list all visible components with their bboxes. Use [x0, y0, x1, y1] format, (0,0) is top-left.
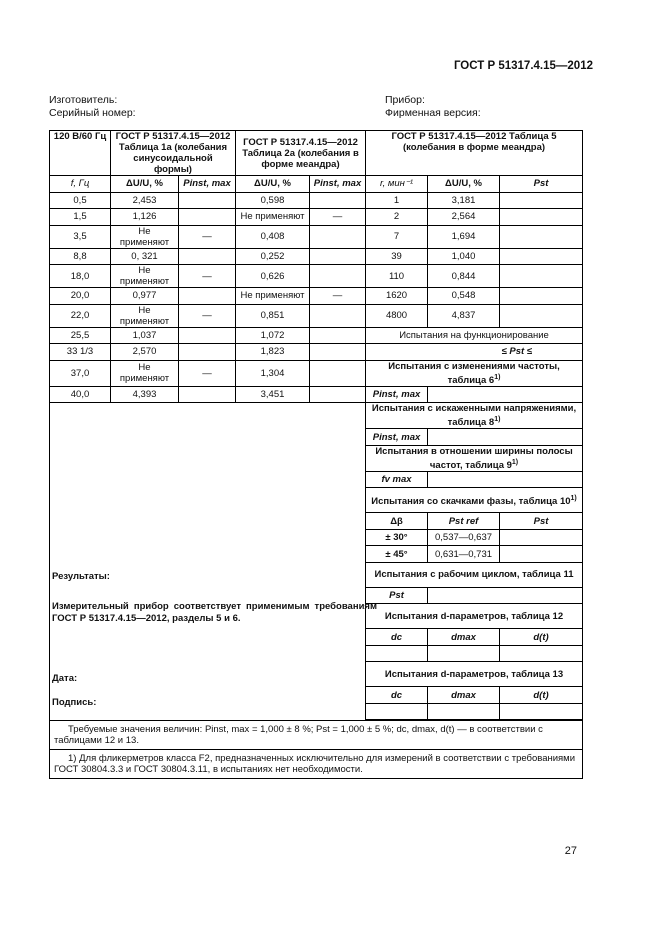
meta-right — [385, 94, 481, 120]
table-row — [50, 192, 583, 209]
cell — [310, 344, 366, 361]
cell: 0,844 — [428, 265, 500, 288]
cell — [366, 645, 428, 662]
cell: 4,393 — [111, 386, 179, 403]
cell — [428, 587, 583, 604]
header-table-1a: ГОСТ Р 51317.4.15—2012 Таблица 1а (колебания синусоидальной формы) — [111, 131, 236, 176]
cell: 0,851 — [236, 304, 310, 327]
results-text: Измерительный прибор соответствует применимым требованиям ГОСТ Р 51317.4.15—2012, разделы 5 и 6. — [52, 601, 377, 625]
pinst-max-label: Pinst, max — [366, 386, 428, 403]
cell: ± 45° — [366, 546, 428, 563]
subheader-pinst-1: Pinst, max — [179, 176, 236, 193]
dbeta-label: Δβ — [366, 513, 428, 530]
header-freq: 120 В/60 Гц — [50, 131, 111, 176]
cell: Не применяют — [111, 265, 179, 288]
cell: 3,5 — [50, 225, 111, 248]
cell — [500, 546, 583, 563]
cell: — — [179, 225, 236, 248]
cell — [179, 327, 236, 344]
cell: 0,977 — [111, 288, 179, 305]
cell: Не применяют — [236, 288, 310, 305]
table-row — [50, 304, 583, 327]
cell — [428, 703, 500, 720]
cell — [500, 645, 583, 662]
cell: 0, 321 — [111, 248, 179, 265]
cell — [310, 192, 366, 209]
cell: 18,0 — [50, 265, 111, 288]
pinst-max-label: Pinst, max — [366, 429, 428, 446]
cell: 33 1/3 — [50, 344, 111, 361]
table-row — [50, 403, 583, 429]
cell: 0,626 — [236, 265, 310, 288]
table-row — [50, 344, 583, 361]
cell — [500, 529, 583, 546]
subheader-r: r, мин⁻¹ — [366, 176, 428, 193]
cell: 1,694 — [428, 225, 500, 248]
phase-jump-test: Испытания со скачками фазы, таблица 10$^{1)}$ — [366, 488, 583, 513]
table-row — [50, 288, 583, 305]
cell: — — [310, 288, 366, 305]
cell: Не применяют — [236, 209, 310, 226]
cell — [310, 265, 366, 288]
table-row — [50, 327, 583, 344]
cell: 22,0 — [50, 304, 111, 327]
cell: Не применяют — [111, 360, 179, 386]
cell: ± 30° — [366, 529, 428, 546]
table-row — [50, 386, 583, 403]
footer-row — [50, 721, 583, 750]
cell: 2 — [366, 209, 428, 226]
table-row — [50, 225, 583, 248]
cell — [500, 209, 583, 226]
page-number: 27 — [564, 845, 577, 857]
header-table-2a: ГОСТ Р 51317.4.15—2012 Таблица 2а (колебания в форме меандра) — [236, 131, 366, 176]
cell: — — [179, 360, 236, 386]
footnote-row — [50, 750, 583, 779]
freq-change-test: Испытания с изменениями частоты, таблица 6$^{1)}$ — [366, 360, 583, 386]
pst-ref-label: Pst ref — [428, 513, 500, 530]
fv-max-label: fv max — [366, 471, 428, 488]
cell — [179, 248, 236, 265]
manufacturer-label: Изготовитель: — [49, 94, 118, 106]
dmax-label: dmax — [428, 629, 500, 646]
device-label: Прибор: — [385, 94, 425, 106]
subheader-du-2: ΔU/U, % — [236, 176, 310, 193]
cell — [500, 288, 583, 305]
cell: 8,8 — [50, 248, 111, 265]
cell: 1 — [366, 192, 428, 209]
cell — [500, 304, 583, 327]
subheader-pinst-2: Pinst, max — [310, 176, 366, 193]
distorted-test: Испытания с искаженными напряжениями, таблица 8$^{1)}$ — [366, 403, 583, 429]
cell: 1,304 — [236, 360, 310, 386]
cell — [179, 386, 236, 403]
cell — [428, 471, 583, 488]
cell — [179, 344, 236, 361]
cell: 1,040 — [428, 248, 500, 265]
cell — [310, 327, 366, 344]
cell: — — [310, 209, 366, 226]
cell: Не применяют — [111, 304, 179, 327]
d-params-13-test: Испытания d-параметров, таблица 13 — [366, 662, 583, 687]
subheader-row — [50, 176, 583, 193]
header-table-5: ГОСТ Р 51317.4.15—2012 Таблица 5 (колебания в форме меандра) — [366, 131, 583, 176]
cell: — — [179, 304, 236, 327]
footnote: 1) Для фликерметров класса F2, предназначенных исключительно для измерений в соответствии с требованиями ГОСТ 30804.3.3 и ГОСТ 30804.3.11, в испытаниях нет необходимости. — [50, 750, 583, 779]
functional-test-range: ≤ Pst ≤ — [500, 344, 583, 361]
d-params-12-test: Испытания d-параметров, таблица 12 — [366, 604, 583, 629]
cell: 1,072 — [236, 327, 310, 344]
cell — [179, 192, 236, 209]
subheader-du-1: ΔU/U, % — [111, 176, 179, 193]
cell: 1,823 — [236, 344, 310, 361]
cell — [366, 344, 500, 361]
cell — [500, 192, 583, 209]
dc-label: dc — [366, 629, 428, 646]
cell: 0,5 — [50, 192, 111, 209]
table-row — [50, 360, 583, 386]
cell: 0,537—0,637 — [428, 529, 500, 546]
cell: 40,0 — [50, 386, 111, 403]
cell: 3,181 — [428, 192, 500, 209]
pst-label: Pst — [500, 513, 583, 530]
cell: 2,564 — [428, 209, 500, 226]
cell: 7 — [366, 225, 428, 248]
cell: 4,837 — [428, 304, 500, 327]
test-results-table — [49, 130, 583, 779]
meta-left — [49, 94, 136, 120]
cell — [428, 429, 583, 446]
cell: Не применяют — [111, 225, 179, 248]
cell: 2,570 — [111, 344, 179, 361]
cell: 37,0 — [50, 360, 111, 386]
cell: 1,037 — [111, 327, 179, 344]
subheader-du-3: ΔU/U, % — [428, 176, 500, 193]
bandwidth-test: Испытания в отношении ширины полосы частот, таблица 9$^{1)}$ — [366, 445, 583, 471]
dt-label: d(t) — [500, 687, 583, 704]
cell: 0,408 — [236, 225, 310, 248]
table-row — [50, 248, 583, 265]
dmax-label: dmax — [428, 687, 500, 704]
required-values: Требуемые значения величин: Pinst, max = 1,000 ± 8 %; Pst = 1,000 ± 5 %; dc, dmax, d(t) — в соответствии с таблицами 12 и 13. — [50, 721, 583, 750]
document-header: ГОСТ Р 51317.4.15—2012 — [453, 60, 593, 72]
functional-test-label: Испытания на функционирование — [366, 327, 583, 344]
dt-label: d(t) — [500, 629, 583, 646]
cell: 20,0 — [50, 288, 111, 305]
cell — [310, 304, 366, 327]
cell — [310, 225, 366, 248]
cell — [310, 360, 366, 386]
cell — [500, 225, 583, 248]
cell — [179, 288, 236, 305]
cell — [428, 645, 500, 662]
cell: 39 — [366, 248, 428, 265]
cell: 4800 — [366, 304, 428, 327]
cell — [500, 703, 583, 720]
subheader-f: f, Гц — [50, 176, 111, 193]
table-row — [50, 209, 583, 226]
cell — [310, 248, 366, 265]
dc-label: dc — [366, 687, 428, 704]
cell: 0,548 — [428, 288, 500, 305]
cell — [179, 209, 236, 226]
cell: 1620 — [366, 288, 428, 305]
subheader-pst: Pst — [500, 176, 583, 193]
cell: 1,126 — [111, 209, 179, 226]
table-row — [50, 265, 583, 288]
serial-label: Серийный номер: — [49, 107, 136, 119]
results-label: Результаты: — [52, 571, 110, 583]
pst-label: Pst — [366, 587, 428, 604]
cell: — — [179, 265, 236, 288]
cell: 2,453 — [111, 192, 179, 209]
cell: 25,5 — [50, 327, 111, 344]
header-row — [50, 131, 583, 176]
date-label: Дата: — [52, 673, 78, 685]
cell: 1,5 — [50, 209, 111, 226]
cell: 0,598 — [236, 192, 310, 209]
firmware-label: Фирменная версия: — [385, 107, 481, 119]
cell — [366, 703, 428, 720]
duty-cycle-test: Испытания с рабочим циклом, таблица 11 — [366, 562, 583, 587]
results-block — [50, 403, 377, 721]
cell: 0,631—0,731 — [428, 546, 500, 563]
cell — [500, 248, 583, 265]
cell: 0,252 — [236, 248, 310, 265]
cell — [310, 386, 366, 403]
cell — [428, 386, 583, 403]
sign-label: Подпись: — [52, 697, 97, 709]
cell: 3,451 — [236, 386, 310, 403]
cell: 110 — [366, 265, 428, 288]
cell — [500, 265, 583, 288]
